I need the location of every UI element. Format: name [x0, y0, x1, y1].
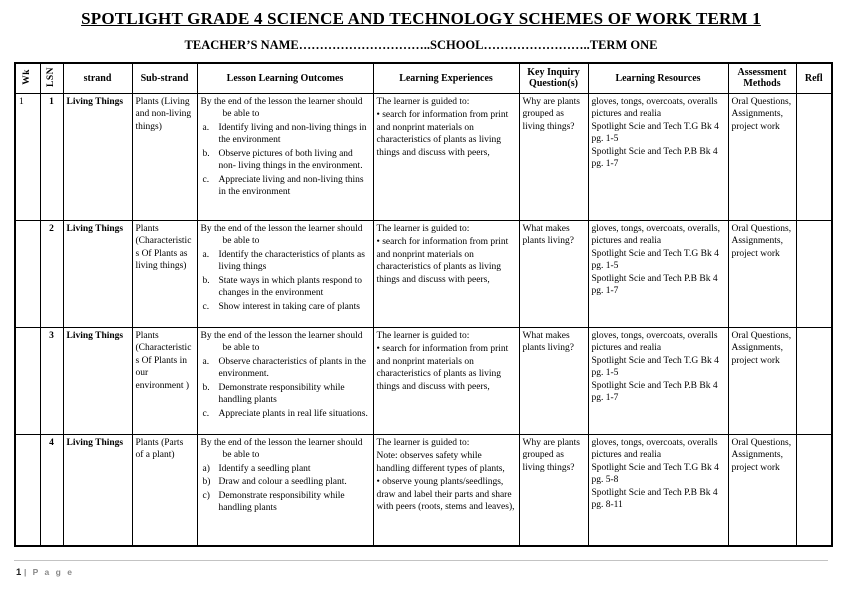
lsn-cell: 3 — [40, 327, 63, 434]
outcome-item: a. Identify the characteristics of plants as living things — [202, 249, 365, 273]
wk-cell — [15, 327, 40, 434]
header-assessment-methods: Assessment Methods — [728, 63, 796, 93]
outcomes-intro: By the end of the lesson the learner should be able to — [200, 437, 363, 461]
learning-experiences-cell: The learner is guided to: • search for information from print and nonprint materials on characteristics of plants as living things and discuss with peers, — [373, 327, 519, 434]
strand-cell: Living Things — [63, 220, 132, 327]
schemes-of-work-table — [14, 62, 833, 547]
table-header-row — [15, 63, 832, 93]
outcome-item: c. Show interest in taking care of plants — [202, 301, 360, 312]
strand-cell: Living Things — [63, 93, 132, 220]
outcome-item: b. Demonstrate responsibility while handling plants — [202, 382, 345, 406]
wk-cell: 1 — [15, 93, 40, 220]
table-row — [15, 327, 832, 434]
refl-cell — [796, 434, 832, 546]
outcome-item: c. Appreciate living and non-living thins in the environment — [202, 174, 364, 198]
outcome-item: a) Identify a seedling plant — [202, 463, 311, 474]
outcome-item: c. Appreciate plants in real life situations. — [202, 408, 368, 419]
sub-strand-cell: Plants (Living and non-living things) — [132, 93, 197, 220]
header-learning-resources: Learning Resources — [588, 63, 728, 93]
learning-resources-cell: gloves, tongs, overcoats, overalls pictures and realia Spotlight Scie and Tech T.G Bk 4 pg. 1-5 Spotlight Scie and Tech P.B Bk 4 pg. 1-7 — [588, 327, 728, 434]
wk-cell — [15, 434, 40, 546]
teacher-school-term-line: TEACHER’S NAME…………………………..SCHOOL……………………..TERM ONE — [184, 38, 658, 52]
outcomes-intro: By the end of the lesson the learner should be able to — [200, 96, 363, 120]
refl-cell — [796, 327, 832, 434]
lesson-outcomes-cell — [197, 327, 373, 434]
header-refl: Refl — [796, 63, 832, 93]
assessment-methods-cell: Oral Questions, Assignments, project work — [728, 220, 796, 327]
header-learning-experiences: Learning Experiences — [373, 63, 519, 93]
page-footer — [16, 567, 842, 578]
footer-page-label: | P a g e — [23, 567, 74, 577]
sub-strand-cell: Plants (Characteristics Of Plants as living things) — [132, 220, 197, 327]
lesson-outcomes-cell — [197, 434, 373, 546]
key-inquiry-cell: Why are plants grouped as living things? — [519, 434, 588, 546]
learning-resources-cell: gloves, tongs, overcoats, overalls pictures and realia Spotlight Scie and Tech T.G Bk 4 pg. 5-8 Spotlight Scie and Tech P.B Bk 4 pg. 8-11 — [588, 434, 728, 546]
sub-strand-cell: Plants (Characteristics Of Plants in our environment ) — [132, 327, 197, 434]
footer-divider — [14, 560, 828, 561]
learning-resources-cell: gloves, tongs, overcoats, overalls, pictures and realia Spotlight Scie and Tech T.G Bk 4 pg. 1-5 Spotlight Scie and Tech P.B Bk 4 pg. 1-7 — [588, 220, 728, 327]
outcome-item: c) Demonstrate responsibility while handling plants — [202, 490, 345, 514]
assessment-methods-cell: Oral Questions, Assignments, project work — [728, 327, 796, 434]
key-inquiry-cell: What makes plants living? — [519, 220, 588, 327]
assessment-methods-cell: Oral Questions, Assignments, project work — [728, 93, 796, 220]
learning-experiences-cell: The learner is guided to: • search for information from print and nonprint materials on characteristics of plants as living things and discuss with peers, — [373, 93, 519, 220]
table-row — [15, 93, 832, 220]
strand-cell: Living Things — [63, 327, 132, 434]
learning-experiences-cell: The learner is guided to: • search for information from print and nonprint materials on characteristics of plants as living things and discuss with peers, — [373, 220, 519, 327]
header-sub-strand: Sub-strand — [132, 63, 197, 93]
header-wk: Wk — [15, 63, 40, 93]
key-inquiry-cell: What makes plants living? — [519, 327, 588, 434]
key-inquiry-cell: Why are plants grouped as living things? — [519, 93, 588, 220]
page-title: SPOTLIGHT GRADE 4 SCIENCE AND TECHNOLOGY SCHEMES OF WORK TERM 1 — [81, 9, 761, 28]
lsn-cell: 1 — [40, 93, 63, 220]
outcome-item: a. Observe characteristics of plants in the environment. — [202, 356, 366, 380]
wk-cell — [15, 220, 40, 327]
table-row — [15, 220, 832, 327]
outcomes-intro: By the end of the lesson the learner should be able to — [200, 223, 363, 247]
outcomes-intro: By the end of the lesson the learner should be able to — [200, 330, 363, 354]
assessment-methods-cell: Oral Questions, Assignments, project work — [728, 434, 796, 546]
sub-strand-cell: Plants (Parts of a plant) — [132, 434, 197, 546]
header-key-inquiry-questions: Key Inquiry Question(s) — [519, 63, 588, 93]
refl-cell — [796, 93, 832, 220]
outcome-item: b. State ways in which plants respond to changes in the environment — [202, 275, 363, 299]
lesson-outcomes-cell — [197, 93, 373, 220]
header-lsn: LSN — [40, 63, 63, 93]
outcome-item: a. Identify living and non-living things in the environment — [202, 122, 367, 146]
lsn-cell: 4 — [40, 434, 63, 546]
learning-resources-cell: gloves, tongs, overcoats, overalls pictures and realia Spotlight Scie and Tech T.G Bk 4 pg. 1-5 Spotlight Scie and Tech P.B Bk 4 pg. 1-7 — [588, 93, 728, 220]
header-lesson-learning-outcomes: Lesson Learning Outcomes — [197, 63, 373, 93]
header-strand: strand — [63, 63, 132, 93]
table-row — [15, 434, 832, 546]
footer-page-number: 1 — [16, 567, 22, 578]
lesson-outcomes-cell — [197, 220, 373, 327]
outcome-item: b) Draw and colour a seedling plant. — [202, 477, 347, 488]
learning-experiences-cell: The learner is guided to: Note: observes safety while handling different types of plants, • observe young plants/seedlings, draw and label their parts and share with peers (roots, stems and leaves), — [373, 434, 519, 546]
outcome-item: b. Observe pictures of both living and non- living things in the environment. — [202, 148, 363, 172]
strand-cell: Living Things — [63, 434, 132, 546]
lsn-cell: 2 — [40, 220, 63, 327]
refl-cell — [796, 220, 832, 327]
